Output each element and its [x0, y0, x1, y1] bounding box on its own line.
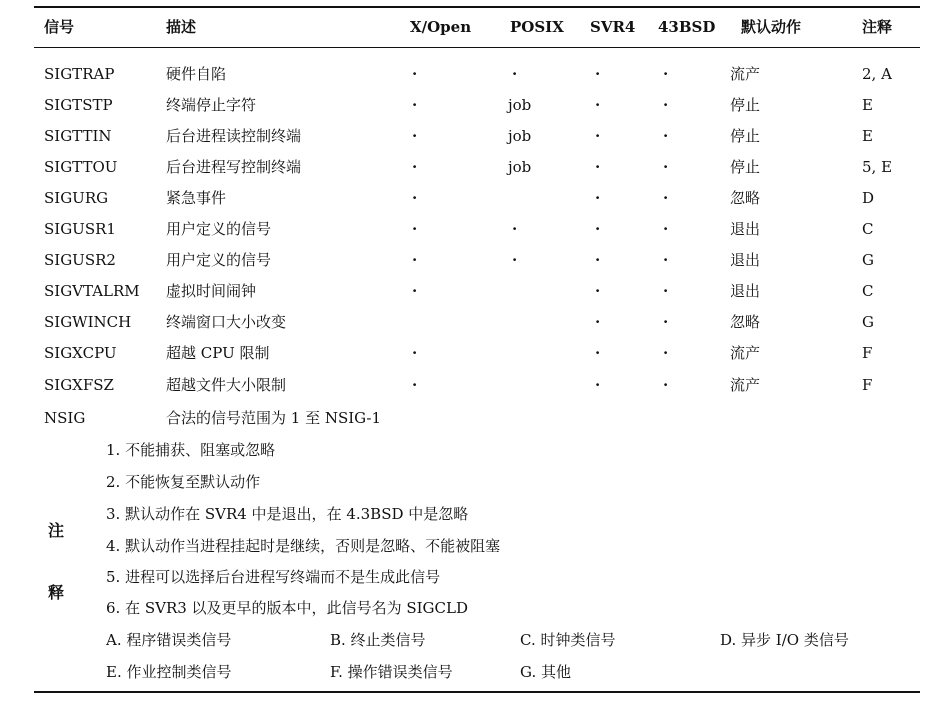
cell-action: 忽略: [730, 313, 761, 331]
cell-xopen: ·: [412, 344, 418, 362]
cell-desc: 合法的信号范围为 1 至 NSIG-1: [166, 409, 382, 427]
cell-xopen: ·: [412, 251, 418, 269]
note-item: 2. 不能恢复至默认动作: [106, 473, 261, 491]
cell-43bsd: ·: [663, 189, 669, 207]
cell-action: 退出: [730, 220, 761, 238]
note-item: 6. 在 SVR3 以及更早的版本中，此信号名为 SIGCLD: [106, 599, 468, 617]
table-bottom-rule: [34, 691, 920, 693]
cell-43bsd: ·: [663, 313, 669, 331]
category-item: C. 时钟类信号: [520, 631, 616, 649]
cell-action: 停止: [730, 158, 761, 176]
note-item: 5. 进程可以选择后台进程写终端而不是生成此信号: [106, 568, 441, 586]
cell-xopen: ·: [412, 189, 418, 207]
cell-svr4: ·: [595, 376, 601, 394]
cell-signal: SIGUSR1: [44, 220, 116, 238]
cell-xopen: ·: [412, 220, 418, 238]
category-item: F. 操作错误类信号: [330, 663, 453, 681]
cell-posix: ·: [512, 65, 518, 83]
cell-svr4: ·: [595, 220, 601, 238]
cell-signal: SIGURG: [44, 189, 109, 207]
cell-posix: ·: [512, 220, 518, 238]
cell-signal: SIGXFSZ: [44, 376, 114, 394]
header-desc: 描述: [166, 18, 197, 36]
cell-action: 忽略: [730, 189, 761, 207]
cell-xopen: ·: [412, 65, 418, 83]
cell-note: C: [862, 282, 874, 300]
cell-desc: 紧急事件: [166, 189, 227, 207]
cell-action: 流产: [730, 65, 761, 83]
header-xopen: X/Open: [410, 18, 472, 36]
category-item: B. 终止类信号: [330, 631, 426, 649]
cell-xopen: ·: [412, 376, 418, 394]
cell-svr4: ·: [595, 313, 601, 331]
table-top-rule: [34, 6, 920, 8]
note-item: 1. 不能捕获、阻塞或忽略: [106, 441, 276, 459]
cell-note: D: [862, 189, 875, 207]
cell-action: 流产: [730, 344, 761, 362]
cell-note: F: [862, 376, 873, 394]
cell-xopen: ·: [412, 158, 418, 176]
cell-note: E: [862, 96, 873, 114]
cell-signal: NSIG: [44, 409, 86, 427]
cell-posix: job: [508, 127, 532, 145]
cell-note: 5, E: [862, 158, 893, 176]
cell-desc: 用户定义的信号: [166, 251, 272, 269]
cell-posix: ·: [512, 251, 518, 269]
cell-note: C: [862, 220, 874, 238]
cell-note: 2, A: [862, 65, 892, 83]
cell-svr4: ·: [595, 189, 601, 207]
category-item: A. 程序错误类信号: [106, 631, 232, 649]
cell-signal: SIGTTIN: [44, 127, 112, 145]
header-43bsd: 43BSD: [658, 18, 716, 36]
cell-43bsd: ·: [663, 127, 669, 145]
table-header-rule: [34, 47, 920, 48]
cell-desc: 超越 CPU 限制: [166, 344, 270, 362]
cell-signal: SIGTRAP: [44, 65, 115, 83]
cell-note: F: [862, 344, 873, 362]
note-item: 4. 默认动作当进程挂起时是继续，否则是忽略、不能被阻塞: [106, 537, 501, 555]
cell-43bsd: ·: [663, 344, 669, 362]
cell-desc: 虚拟时间闹钟: [166, 282, 257, 300]
cell-desc: 用户定义的信号: [166, 220, 272, 238]
header-notes: 注释: [862, 18, 893, 36]
category-item: G. 其他: [520, 663, 571, 681]
cell-action: 流产: [730, 376, 761, 394]
header-posix: POSIX: [510, 18, 564, 36]
header-signal: 信号: [44, 18, 75, 36]
cell-desc: 硬件自陷: [166, 65, 227, 83]
header-svr4: SVR4: [590, 18, 636, 36]
cell-43bsd: ·: [663, 220, 669, 238]
cell-43bsd: ·: [663, 251, 669, 269]
cell-note: G: [862, 251, 874, 269]
cell-43bsd: ·: [663, 282, 669, 300]
cell-signal: SIGTTOU: [44, 158, 118, 176]
cell-xopen: ·: [412, 127, 418, 145]
cell-action: 退出: [730, 251, 761, 269]
cell-signal: SIGWINCH: [44, 313, 132, 331]
cell-43bsd: ·: [663, 96, 669, 114]
cell-xopen: ·: [412, 96, 418, 114]
notes-label-top: 注: [48, 521, 65, 540]
note-item: 3. 默认动作在 SVR4 中是退出，在 4.3BSD 中是忽略: [106, 505, 469, 523]
cell-action: 停止: [730, 127, 761, 145]
cell-43bsd: ·: [663, 158, 669, 176]
cell-desc: 后台进程读控制终端: [166, 127, 302, 145]
cell-desc: 超越文件大小限制: [166, 376, 287, 394]
cell-desc: 终端停止字符: [166, 96, 257, 114]
cell-svr4: ·: [595, 251, 601, 269]
cell-desc: 后台进程写控制终端: [166, 158, 302, 176]
cell-signal: SIGTSTP: [44, 96, 113, 114]
cell-signal: SIGXCPU: [44, 344, 117, 362]
cell-43bsd: ·: [663, 65, 669, 83]
cell-desc: 终端窗口大小改变: [166, 313, 287, 331]
cell-xopen: ·: [412, 282, 418, 300]
cell-43bsd: ·: [663, 376, 669, 394]
cell-note: E: [862, 127, 873, 145]
header-default-action: 默认动作: [741, 18, 802, 36]
cell-posix: job: [508, 96, 532, 114]
cell-svr4: ·: [595, 158, 601, 176]
cell-svr4: ·: [595, 344, 601, 362]
cell-signal: SIGVTALRM: [44, 282, 140, 300]
category-item: E. 作业控制类信号: [106, 663, 232, 681]
cell-note: G: [862, 313, 874, 331]
cell-signal: SIGUSR2: [44, 251, 116, 269]
category-item: D. 异步 I/O 类信号: [720, 631, 849, 649]
cell-svr4: ·: [595, 282, 601, 300]
cell-action: 退出: [730, 282, 761, 300]
cell-svr4: ·: [595, 65, 601, 83]
cell-svr4: ·: [595, 127, 601, 145]
cell-posix: job: [508, 158, 532, 176]
cell-action: 停止: [730, 96, 761, 114]
notes-label-bottom: 释: [48, 583, 65, 602]
cell-svr4: ·: [595, 96, 601, 114]
